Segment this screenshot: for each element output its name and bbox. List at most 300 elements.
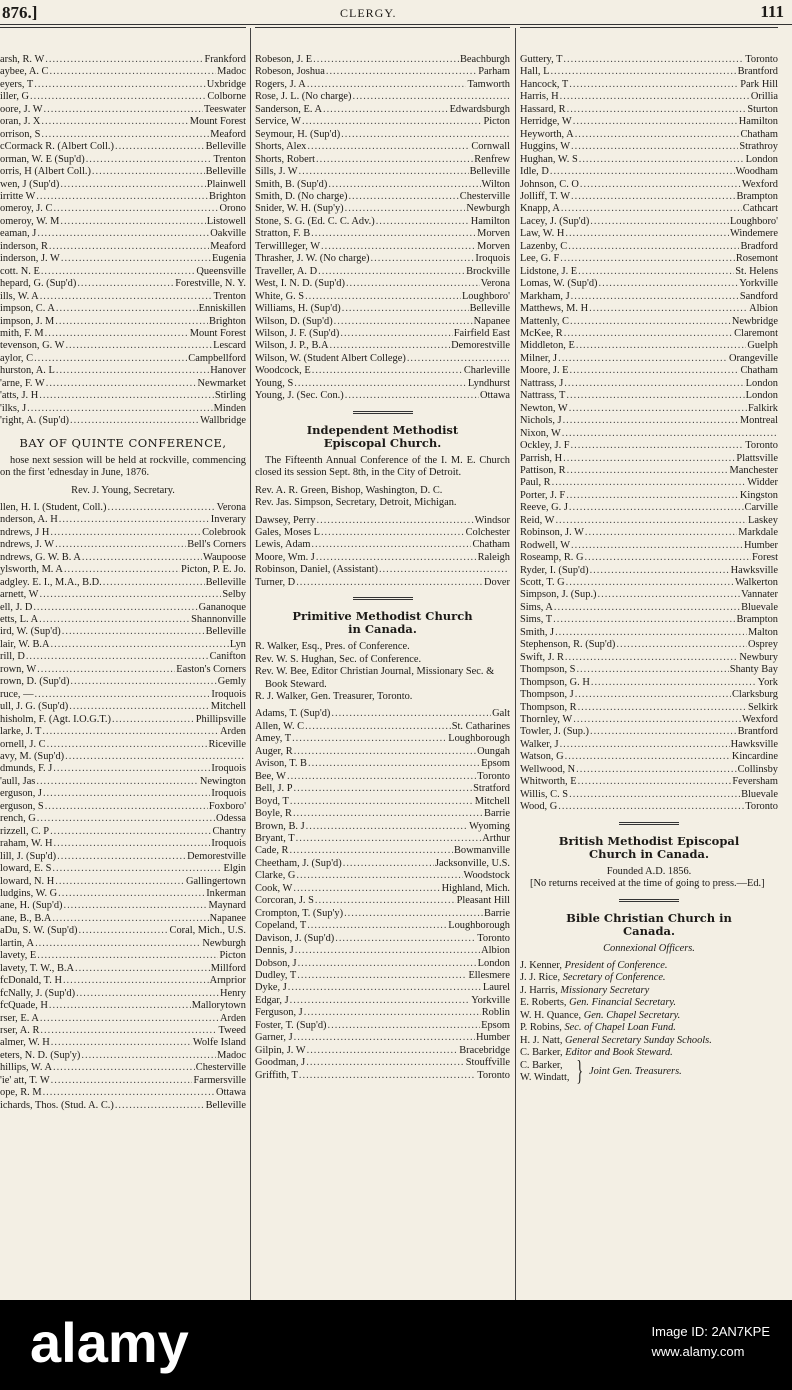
directory-entry: [520, 266, 778, 278]
entry-name: ills, W. A: [0, 290, 39, 302]
entry-place: Barrie: [484, 808, 510, 820]
entry-name: avy, M. (Sup'd): [0, 751, 65, 763]
entry-name: 'arne, F. W: [0, 377, 45, 389]
directory-entry: [255, 733, 510, 745]
entry-place: Wallbridge: [200, 415, 246, 427]
entry-name: rench, G: [0, 813, 36, 825]
entry-place: Morven: [477, 240, 510, 252]
entry-name: Reeve, G. J: [520, 502, 568, 514]
entry-place: Inverary: [210, 514, 246, 526]
entry-name: erguson, S: [0, 800, 44, 812]
entry-name: Mattenly, C: [520, 315, 569, 327]
officer-title: President of Conference.: [564, 960, 668, 971]
directory-entry: [0, 925, 246, 937]
entry-place: Mount Forest: [189, 116, 246, 128]
directory-entry: [520, 764, 778, 776]
entry-place: Maynard: [208, 900, 246, 912]
stock-watermark-footer: [0, 1300, 792, 1390]
entry-name: Hughan, W. S: [520, 153, 578, 165]
entry-place: Iroquois: [211, 688, 246, 700]
entry-place: Picton: [219, 950, 246, 962]
entry-place: Listowell: [206, 215, 246, 227]
entry-name: Robinson, Daniel, (Assistant): [255, 564, 378, 576]
leader-dots: [563, 415, 739, 427]
entry-place: Rosemont: [735, 253, 778, 265]
entry-name: Dyke, J: [255, 982, 287, 994]
leader-dots: [558, 801, 744, 813]
directory-entry: [0, 1037, 246, 1049]
entry-name: Terwillleger, W: [255, 240, 321, 252]
directory-entry: [255, 958, 510, 970]
entry-name: erguson, J: [0, 788, 42, 800]
leader-dots: [43, 788, 210, 800]
entry-name: dmunds, F. J: [0, 763, 53, 775]
entry-place: Queensville: [196, 265, 246, 277]
leader-dots: [51, 1037, 192, 1049]
directory-entry: [0, 502, 246, 514]
officer-list: [520, 960, 778, 1060]
page-number: 111: [760, 2, 784, 21]
entry-name: 'aull, Jas: [0, 775, 36, 787]
entry-name: hurston, A. L: [0, 365, 55, 377]
entry-name: Middleton, E: [520, 340, 575, 352]
section-title: CLERGY.: [340, 6, 397, 20]
entry-name: Thompson, J: [520, 689, 574, 701]
entry-place: York: [757, 676, 778, 688]
leader-dots: [297, 970, 467, 982]
directory-entry: [0, 676, 246, 688]
leader-dots: [573, 714, 741, 726]
entry-place: Walkerton: [734, 577, 778, 589]
entry-place: Laskey: [747, 514, 778, 526]
entry-place: Eugenia: [211, 253, 246, 265]
entry-name: lill, J. (Sup'd): [0, 850, 57, 862]
entry-name: 'ie' att, T. W: [0, 1074, 50, 1086]
entry-name: Cade, R: [255, 845, 289, 857]
entry-name: Robeson, J. E: [255, 54, 313, 65]
leader-dots: [565, 652, 738, 664]
directory-entry: [0, 539, 246, 551]
leader-dots: [41, 266, 196, 278]
leader-dots: [39, 614, 190, 626]
entry-name: fcNally, J. (Sup'd): [0, 987, 76, 999]
entry-name: Pattison, R: [520, 464, 566, 476]
directory-entry: [0, 626, 246, 638]
entry-place: Newbridge: [731, 315, 778, 327]
directory-entry: [0, 988, 246, 1000]
leader-dots: [115, 141, 205, 153]
leader-dots: [41, 116, 188, 128]
entry-place: Brockville: [466, 265, 510, 277]
entry-place: Toronto: [745, 440, 778, 452]
leader-dots: [576, 340, 747, 352]
directory-entry: [255, 216, 510, 228]
entry-name: ichards, Thos. (Stud. A. C.): [0, 1099, 114, 1111]
directory-entry: [520, 739, 778, 751]
entry-place: Forest: [752, 552, 778, 564]
entry-place: Belleville: [205, 576, 246, 588]
leader-dots: [342, 303, 469, 315]
entry-place: Belleville: [469, 166, 510, 178]
leader-dots: [311, 228, 476, 240]
entry-place: Meaford: [210, 128, 246, 140]
directory-entry: [0, 1000, 246, 1012]
entry-name: etts, L. A: [0, 614, 39, 626]
entry-name: Seymour, H. (Sup'd): [255, 128, 341, 140]
leader-dots: [562, 428, 777, 440]
bcc-heading-line2: Canada.: [623, 923, 675, 938]
directory-entry: [520, 390, 778, 402]
leader-dots: [295, 945, 480, 957]
imec-heading-line1: Independent Methodist: [306, 422, 459, 437]
leader-dots: [566, 390, 744, 402]
entry-place: Albion: [749, 303, 778, 315]
entry-place: Montreal: [739, 415, 778, 427]
entry-name: Wilson, D. (Sup'd): [255, 315, 333, 327]
entry-place: Kingston: [739, 489, 778, 501]
entry-name: rill, D: [0, 651, 25, 663]
directory-entry: [520, 689, 778, 701]
leader-dots: [552, 477, 747, 489]
entry-name: rizzell, C. P: [0, 825, 50, 837]
entry-name: lartin, A: [0, 937, 35, 949]
entry-name: Foster, T. (Sup'd): [255, 1019, 327, 1031]
directory-entry: [255, 79, 510, 91]
entry-name: eyers, T: [0, 78, 34, 90]
leader-dots: [55, 539, 186, 551]
leader-dots: [76, 988, 219, 1000]
entry-place: Wolfe Island: [192, 1037, 246, 1049]
directory-entry: [255, 378, 510, 390]
leader-dots: [576, 764, 736, 776]
leader-dots: [298, 958, 477, 970]
leader-dots: [57, 851, 186, 863]
leader-dots: [50, 527, 201, 539]
directory-entry: [0, 116, 246, 128]
bay-of-quinte-secretary: Rev. J. Young, Secretary.: [71, 484, 175, 496]
entry-place: Henry: [220, 987, 246, 999]
directory-entry: [0, 900, 246, 912]
leader-dots: [585, 527, 737, 539]
leader-dots: [37, 228, 209, 240]
leader-dots: [53, 763, 210, 775]
directory-entry: [520, 154, 778, 166]
leader-dots: [578, 702, 747, 714]
directory-entry: [520, 104, 778, 116]
officer-title: Missionary Secretary: [560, 984, 650, 996]
directory-entry: [0, 79, 246, 91]
leader-dots: [550, 166, 735, 178]
directory-entry: [0, 1013, 246, 1025]
entry-place: Bracebridge: [459, 1044, 510, 1056]
leader-dots: [81, 1050, 216, 1062]
entry-name: Sims, T: [520, 614, 553, 626]
leader-dots: [287, 771, 476, 783]
entry-name: Watson, G: [520, 751, 564, 763]
entry-name: lavety, T. W., B.A: [0, 962, 74, 974]
entry-place: Feversham: [732, 776, 778, 788]
directory-entry: [520, 54, 778, 66]
leader-dots: [54, 838, 211, 850]
entry-place: Edwardsburgh: [449, 103, 510, 115]
directory-entry: [0, 527, 246, 539]
directory-entry: [255, 303, 510, 315]
directory-entry: [520, 602, 778, 614]
leader-dots: [79, 925, 169, 937]
entry-name: ndrews, J H: [0, 526, 50, 538]
leader-dots: [51, 639, 229, 651]
directory-entry: [520, 278, 778, 290]
leader-dots: [590, 726, 737, 738]
officer-name: J. Kenner,: [520, 960, 565, 971]
entry-name: Shorts, Robert: [255, 153, 316, 165]
leader-dots: [46, 378, 197, 390]
entry-place: Windemere: [729, 228, 778, 240]
entry-place: Lescard: [213, 340, 246, 352]
entry-name: Idle, D: [520, 166, 549, 178]
leader-dots: [555, 627, 747, 639]
directory-entry: [520, 589, 778, 601]
leader-dots: [343, 858, 434, 870]
entry-name: Roseamp, R. G: [520, 552, 584, 564]
directory-entry: [0, 751, 246, 763]
entry-name: oore, J. W: [0, 103, 43, 115]
directory-entry: [0, 266, 246, 278]
directory-entry: [255, 808, 510, 820]
entry-list: [255, 54, 510, 403]
leader-dots: [290, 796, 474, 808]
leader-dots: [553, 614, 735, 626]
leader-dots: [569, 403, 747, 415]
entry-name: Goodman, J: [255, 1057, 306, 1069]
entry-name: Heyworth, A: [520, 128, 574, 140]
directory-entry: [255, 564, 510, 576]
entry-place: Wilton: [481, 178, 510, 190]
leader-dots: [317, 515, 474, 527]
directory-entry: [255, 895, 510, 907]
entry-place: Lyn: [229, 638, 246, 650]
joint-treasurers: [520, 1056, 778, 1085]
entry-name: Lacey, J. (Sup'd): [520, 215, 590, 227]
entry-place: Carville: [744, 502, 778, 514]
entry-name: eaman, J: [0, 228, 37, 240]
entry-name: Walker, J: [520, 738, 559, 750]
entry-place: Brighton: [209, 315, 246, 327]
directory-entry: [255, 908, 510, 920]
leader-dots: [558, 353, 728, 365]
leader-dots: [42, 726, 219, 738]
entry-name: Milner, J: [520, 352, 558, 364]
entry-place: Trenton: [213, 153, 246, 165]
entry-place: Vannater: [741, 589, 778, 601]
entry-name: hillips, W. A: [0, 1062, 52, 1074]
leader-dots: [296, 577, 483, 589]
directory-entry: [520, 253, 778, 265]
leader-dots: [92, 166, 205, 178]
leader-dots: [63, 975, 209, 987]
leader-dots: [45, 328, 189, 340]
directory-entry: [255, 1045, 510, 1057]
entry-place: Stratford: [473, 783, 510, 795]
entry-name: Snider, W. H. (Sup'y): [255, 203, 344, 215]
entry-place: Belleville: [205, 626, 246, 638]
directory-entry: [255, 933, 510, 945]
directory-entry: [0, 1087, 246, 1099]
directory-entry: [0, 602, 246, 614]
directory-entry: [0, 1075, 246, 1087]
leader-dots: [302, 116, 482, 128]
entry-name: inderson, R: [0, 240, 48, 252]
entry-place: Mitchell: [210, 701, 246, 713]
entry-name: Service, W: [255, 116, 301, 128]
directory-entry: [520, 577, 778, 589]
entry-place: Woodham: [735, 166, 778, 178]
entry-place: Oakville: [210, 228, 246, 240]
entry-name: Avison, T. B: [255, 758, 307, 770]
entry-list: [255, 515, 510, 590]
leader-dots: [44, 104, 204, 116]
directory-entry: [0, 228, 246, 240]
entry-name: Smith, D. (No charge): [255, 190, 348, 202]
officer-entry: [520, 1035, 778, 1047]
entry-place: Colebrook: [202, 526, 246, 538]
entry-name: fcQuade, H: [0, 1000, 48, 1012]
directory-entry: [255, 758, 510, 770]
directory-entry: [0, 241, 246, 253]
entry-name: irritte W: [0, 190, 36, 202]
imec-secretary: Rev. Jas. Simpson, Secretary, Detroit, Michigan.: [255, 497, 457, 509]
directory-entry: [255, 328, 510, 340]
entry-name: Nattrass, T: [520, 390, 566, 402]
entry-name: 'atts, J. H: [0, 390, 39, 402]
leader-dots: [563, 453, 735, 465]
leader-dots: [70, 676, 216, 688]
entry-place: Epsom: [481, 1019, 510, 1031]
directory-entry: [0, 863, 246, 875]
imec-notice: The Fifteenth Annual Conference of the I. M. E. Church closed its session Sept. 8th, in the City of Detroit.: [255, 454, 510, 479]
bay-of-quinte-notice: hose next session will be held at rockville, commencing on the first 'ednesday in June, 1876.: [0, 454, 246, 479]
directory-entry: [520, 652, 778, 664]
entry-place: Bluevale: [741, 788, 778, 800]
directory-entry: [255, 179, 510, 191]
entry-place: Verona: [216, 501, 246, 513]
leader-dots: [55, 876, 185, 888]
column-middle: [255, 54, 510, 1082]
directory-entry: [255, 870, 510, 882]
leader-dots: [376, 216, 470, 228]
top-rule-col2: [255, 27, 510, 28]
entry-place: Jacksonville, U.S.: [434, 857, 510, 869]
entry-place: Barrie: [484, 907, 510, 919]
leader-dots: [61, 253, 211, 265]
entry-name: Sims, A: [520, 601, 553, 613]
top-rule-col1: [0, 27, 246, 28]
leader-dots: [37, 813, 215, 825]
officer-name: E. Roberts,: [520, 997, 570, 1009]
entry-name: Ockley, J. F: [520, 440, 570, 452]
leader-dots: [590, 216, 729, 228]
entry-name: Stephenson, R. (Sup'd): [520, 639, 616, 651]
leader-dots: [573, 116, 738, 128]
image-id: Image ID: 2AN7KPE: [651, 1324, 770, 1339]
leader-dots: [304, 1007, 481, 1019]
entry-place: Osprey: [747, 639, 778, 651]
directory-entry: [0, 564, 246, 576]
leader-dots: [561, 203, 742, 215]
entry-name: ane, B., B.A: [0, 912, 52, 924]
officer-name: H. J. Natt,: [520, 1034, 566, 1046]
entry-name: Nixon, W: [520, 427, 561, 439]
leader-dots: [554, 602, 740, 614]
leader-dots: [292, 733, 447, 745]
directory-entry: [520, 801, 778, 813]
directory-entry: [255, 1032, 510, 1044]
directory-entry: [255, 970, 510, 982]
leader-dots: [321, 527, 465, 539]
entry-place: Newbury: [739, 651, 778, 663]
directory-entry: [255, 515, 510, 527]
entry-place: Mitchell: [474, 795, 510, 807]
entry-place: Madoc: [217, 66, 246, 78]
alamy-logo: alamy: [30, 1311, 189, 1374]
entry-place: Napanee: [209, 912, 246, 924]
directory-entry: [255, 833, 510, 845]
entry-place: Park Hill: [740, 78, 778, 90]
bcc-heading-line1: Bible Christian Church in: [566, 910, 732, 925]
directory-entry: [0, 403, 246, 415]
directory-entry: [255, 883, 510, 895]
directory-entry: [255, 154, 510, 166]
entry-place: Belleville: [205, 1099, 246, 1111]
entry-place: Wexford: [741, 178, 778, 190]
directory-entry: [255, 241, 510, 253]
directory-entry: [520, 116, 778, 128]
entry-place: Epsom: [481, 758, 510, 770]
entry-list: [0, 502, 246, 1112]
leader-dots: [335, 933, 476, 945]
entry-list: [0, 54, 246, 428]
entry-place: Roblin: [481, 1007, 510, 1019]
entry-name: Sills, J. W: [255, 166, 298, 178]
directory-entry: [520, 465, 778, 477]
directory-entry: [520, 428, 778, 440]
entry-name: arsh, R. W: [0, 54, 45, 65]
entry-place: Riceville: [208, 738, 246, 750]
entry-name: Parrish, H: [520, 452, 563, 464]
entry-name: Jolliff, T. W: [520, 190, 571, 202]
entry-place: Sandford: [739, 290, 778, 302]
directory-entry: [520, 702, 778, 714]
entry-name: Lomas, W. (Sup'd): [520, 278, 598, 290]
entry-place: Bradford: [740, 240, 778, 252]
directory-entry: [0, 876, 246, 888]
leader-dots: [616, 639, 747, 651]
entry-name: Paul, R: [520, 477, 551, 489]
entry-place: Chatham: [740, 128, 778, 140]
directory-entry: [255, 527, 510, 539]
entry-name: Lewis, Adam: [255, 539, 311, 551]
leader-dots: [379, 564, 509, 576]
entry-name: eters, N. D. (Sup'y): [0, 1049, 81, 1061]
entry-place: Verona: [480, 278, 510, 290]
leader-dots: [569, 79, 739, 91]
entry-name: ope, R. M: [0, 1087, 42, 1099]
leader-dots: [346, 278, 480, 290]
leader-dots: [49, 66, 216, 78]
leader-dots: [312, 365, 463, 377]
entry-place: Meaford: [210, 240, 246, 252]
entry-place: Phillipsville: [195, 713, 246, 725]
